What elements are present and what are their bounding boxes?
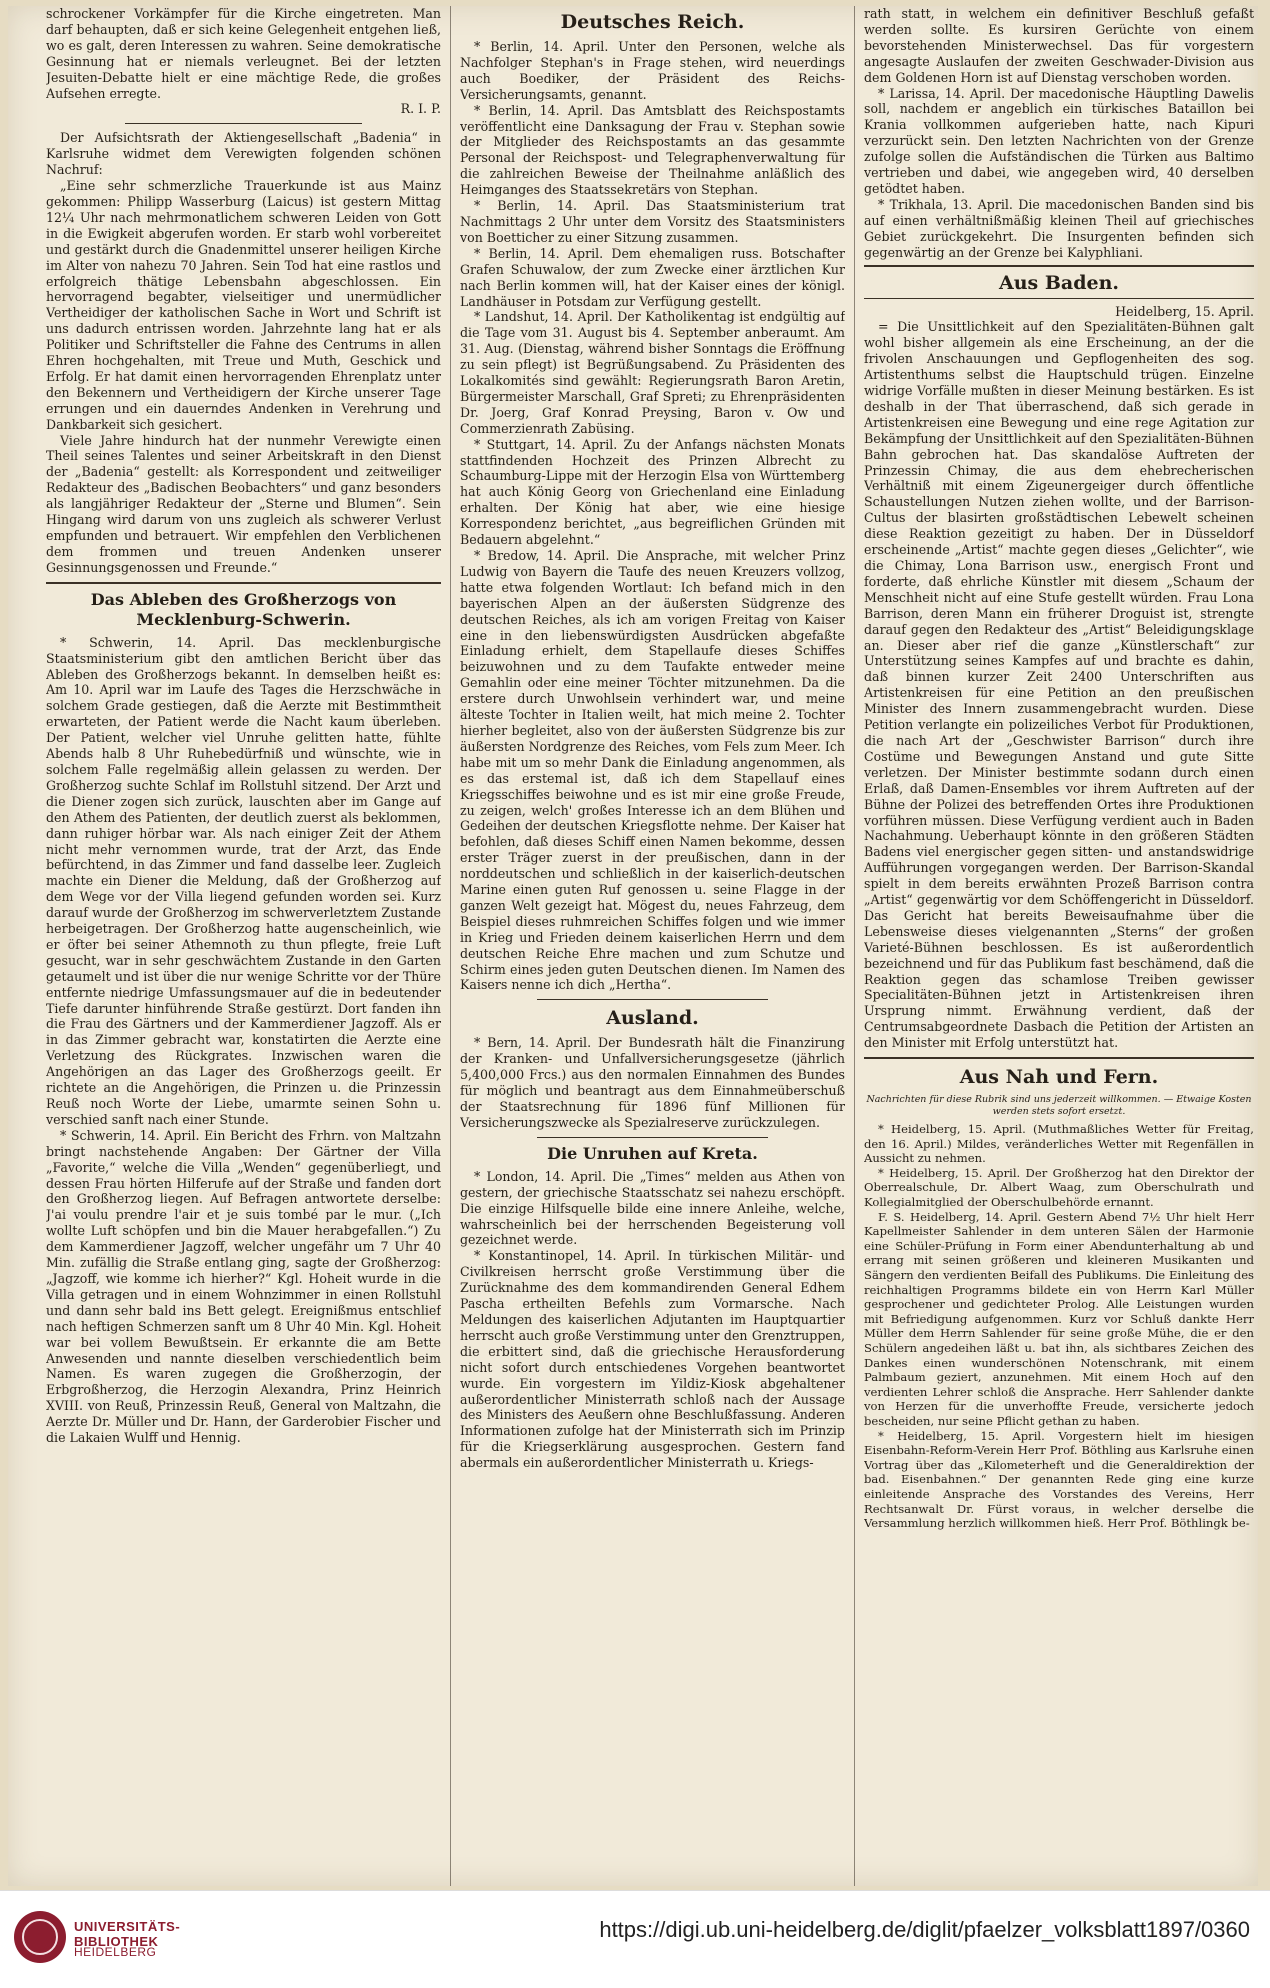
badenia-paragraph-2: „Eine sehr schmerzliche Trauerkunde ist aus Mainz gekommen: Philipp Wasserburg (Laicus) ist gestern Mittag 12¼ Uhr nach mehrmonatlichem schweren Leiden von Gott in die Ewigkeit abgerufen worden. Er starb wohl vorbereitet und gestärkt durch die Gnadenmittel unserer heiligen Kirche im Alter von nahezu 70 Jahren. Sein Tod hat eine rastlos und erfolgreich thätige Lebensbahn abgeschlossen. Ein hervorragend begabter, vielseitiger und unermüdlicher Vertheidiger der katholischen Sache in Wort und Schrift ist uns dadurch entrissen worden. Jahrzehnte lang hat er als Politiker und Schriftsteller die Fahne des Centrums in allen Ehren hochgehalten, mit Treue und Muth, Geschick und Erfolg. Er hat damit einen hervorragenden Ehrenplatz unter den Bekennern und Vertheidigern der Kirche unserer Tage errungen und ein dauerndes Andenken in Verehrung und Dankbarkeit sich gesichert.	[46, 178, 441, 432]
column-right	[864, 6, 1254, 1890]
obituary-signature: R. I. P.	[400, 101, 441, 117]
separator	[864, 1057, 1254, 1059]
library-footer	[0, 1890, 1270, 1988]
kreta-item-2: * Konstantinopel, 14. April. In türkischen Militär- und Civilkreisen herrscht große Verstimmung über die Zurücknahme des dem kommandirenden General Edhem Pascha ertheilten Befehls zum Vormarsche. Nach Meldungen des kaiserlichen Adjutanten im Hauptquartier herrscht auch große Verstimmung unter den Grenztruppen, die erbittert sind, daß die griechische Herausforderung nicht sofort durch entschiedenes Vorgehen beantwortet wurde. Ein vorgestern im Yildiz-Kiosk abgehaltener außerordentlicher Ministerrath schloß nach der Aussage des Ministers des Aeußern ohne Beschlußfassung. Anderen Informationen zufolge hat der Ministerrath sich im Prinzip für die Kriegserklärung ausgesprochen. Gestern fand abermals ein außerordentlicher Ministerrath u. Kriegs-	[460, 1248, 845, 1471]
lecture-item: * Heidelberg, 15. April. Vorgestern hielt im hiesigen Eisenbahn-Reform-Verein Herr Prof. Böthling aus Karlsruhe einen Vortrag über das „Kilometerheft und die Generaldirektion der bad. Eisenbahnen.“ Der genannten Rede ging eine kurze einleitende Ansprache des Vorstandes des Vereins, Herr Rechtsanwalt Dr. Fürst voraus, in welcher derselbe die Versammlung herzlich willkommen hieß. Herr Prof. Böthlingk be-	[864, 1428, 1254, 1531]
ausland-heading: Ausland.	[606, 1007, 699, 1030]
schwerin-report-2: * Schwerin, 14. April. Ein Bericht des Frhrn. von Maltzahn bringt nachstehende Angaben: Der Gärtner der Villa „Favorite,“ welche die Villa „Wenden“ gegenüberliegt, und dessen Frau hörten Hilferufe auf der Straße und fanden dort den Großherzog liegen. Auf Befragen antwortete derselbe: J'ai voulu prendre l'air et je suis tombé par le mur. („Ich wollte Luft schöpfen und bin die Mauer herabgefallen.“) Zu dem Kammerdiener Jagzoff, welcher ungefähr um 7 Uhr 40 Min. zufällig die Straße entlang ging, sagte der Großherzog: „Jagzoff, wie komme ich hierher?“ Kgl. Hoheit wurde in die Villa getragen und in einem Wohnzimmer in einen Rollstuhl und dann sehr bald ins Bett gelegt. Ereignißmus entschlief nach heftigen Schmerzen sanft um 8 Uhr 40 Min. Kgl. Hoheit war bei vollem Bewußtsein. Er erkannte die am Bette Anwesenden und nannte dieselben verschiedentlich beim Namen. Es waren zugegen die Großherzogin, der Erbgroßherzog, die Herzogin Alexandra, Prinz Heinrich XVIII. von Reuß, Prinzessin Reuß, General von Maltzahn, die Aerzte Dr. Müller und Dr. Hann, der Garderobier Fischer und die Lakaien Wulff und Hennig.	[46, 1127, 441, 1446]
larissa-item: * Larissa, 14. April. Der macedonische Häuptling Dawelis soll, nachdem er angeblich ein türkisches Bataillon bei Krania vollkommen aufgerieben hatte, nach Kipuri verzurückt sein. Den letzten Nachrichten von der Grenze zufolge sollen die Aufständischen die Türken aus Baltimo vertrieben und dabei, wie angegeben wird, 40 derselben getödtet haben.	[864, 85, 1254, 196]
kreta-heading: Die Unruhen auf Kreta.	[547, 1143, 758, 1163]
weather-item: * Heidelberg, 15. April. (Muthmaßliches Wetter für Freitag, den 16. April.) Mildes, veränderliches Wetter mit Regenfällen in Aussicht zu nehmen.	[864, 1122, 1254, 1166]
separator	[537, 1137, 768, 1138]
schwerin-report-1: * Schwerin, 14. April. Das mecklenburgische Staatsministerium gibt den amtlichen Bericht über das Ableben des Großherzogs bekannt. In demselben heißt es: Am 10. April war im Laufe des Tages die Herzschwäche in solchem Grade gestiegen, daß die Aerzte mit Bestimmtheit erwarteten, der Patient werde die Nacht kaum überleben. Der Patient, welcher viel Unruhe gelitten hatte, fühlte Abends halb 8 Uhr Ruhebedürfniß und wünschte, wie in solchem Falle regelmäßig allein gelassen zu werden. Der Großherzog suchte Schlaf im Rollstuhl sitzend. Der Arzt und die Diener zogen sich zurück, lauschten aber im Gange auf den Athem des Patienten, der deutlich zuerst als beklommen, dann ruhiger hörbar war. Als nach einiger Zeit der Athem nicht mehr vernommen wurde, trat der Arzt, das Ende befürchtend, in das Zimmer und fand dasselbe leer. Zugleich machte ein Diener die Meldung, daß der Großherzog auf dem Wege vor der Villa liegend gefunden worden sei. Kurz darauf wurde der Großherzog im schwerverletztem Zustande herbeigetragen. Der Großherzog hatte augenscheinlich, wie er öfter bei seiner Athemnoth zu thun pflegte, freie Luft gesucht, war in sehr geschwächtem Zustande in den Garten getaumelt und ist über die nur wenige Schritte vor der Thüre entfernte niedrige Umfassungsmauer auf die in bedeutender Tiefe darunter hinführende Straße gestürzt. Dort fanden ihn die Frau des Gärtners und der Kammerdiener Jagzoff. Als er in das Zimmer gebracht war, konstatirten die Aerzte eine Verletzung des Rückgrates. Inzwischen waren die Angehörigen an das Lager des Großherzogs geeilt. Er richtete an die Angehörigen, die Prinzen u. die Prinzessin Reuß noch Worte der Liebe, umarmte seinen Sohn u. verschied sanft nach einer Stunde.	[46, 634, 441, 1127]
reich-item-1: * Berlin, 14. April. Unter den Personen, welche als Nachfolger Stephan's in Frage stehen, wird neuerdings auch Boediker, der Präsident des Reichs-Versicherungsamts, genannt.	[460, 39, 845, 102]
separator	[125, 123, 362, 124]
logo-subtext: HEIDELBERG	[74, 1945, 157, 1959]
aus-nah-und-fern-heading: Aus Nah und Fern.	[959, 1066, 1159, 1089]
obituary-intro: schrockener Vorkämpfer für die Kirche eingetreten. Man darf behaupten, daß er sich keine Gelegenheit entgehen ließ, wo es galt, deren Interessen zu wahren. Seine demokratische Gesinnung hat er niemals verleugnet. Bei der letzten Jesuiten-Debatte hielt er eine mächtige Rede, die großes Aufsehen erregte.	[46, 6, 441, 101]
kreta-item-1: * London, 14. April. Die „Times“ melden aus Athen von gestern, der griechische Staatsschatz sei nahezu erschöpft. Die einzige Hilfsquelle bilde eine innere Anleihe, welche, wahrscheinlich bei der herrschenden Begeisterung voll gezeichnet werde.	[460, 1168, 845, 1248]
aus-baden-heading: Aus Baden.	[864, 265, 1254, 299]
column-left	[46, 6, 441, 1890]
logo-text: UNIVERSITÄTS- BIBLIOTHEK	[74, 1919, 181, 1949]
mecklenburg-heading: Das Ableben des Großherzogs von Mecklenburg-Schwerin.	[90, 589, 397, 629]
column-divider-1	[450, 6, 451, 1886]
reich-item-2: * Berlin, 14. April. Das Amtsblatt des Reichspostamts veröffentlicht eine Danksagung der Frau v. Stephan sowie der Mitglieder des Reichspostamts an das gesammte Personal der Reichspost- und Telegraphenverwaltung für die zahlreichen Beweise der Theilnahme anläßlich des Heimganges des Staatssekretärs von Stephan.	[460, 102, 845, 198]
column-middle	[460, 6, 845, 1890]
separator	[46, 582, 441, 584]
baden-dateline: Heidelberg, 15. April.	[1115, 303, 1254, 319]
badenia-paragraph-3: Viele Jahre hindurch hat der nunmehr Verewigte einen Theil seines Talentes und seiner Arbeitskraft in den Dienst der „Badenia“ gestellt: als Korrespondent und zeitweiliger Redakteur des „Badischen Beobachters“ und ganz besonders als langjähriger Redakteur der „Sterne und Blumen“. Sein Hingang wird darum von uns zugleich als schwerer Verlust empfunden und betrauert. Wir empfehlen den Verblichenen dem frommen und treuen Andenken unserer Gesinnungsgenossen und Freunde.“	[46, 432, 441, 575]
baden-article: = Die Unsittlichkeit auf den Spezialitäten-Bühnen galt wohl bisher allgemein als eine Erscheinung, an der die frivolen Anschauungen und Gepflogenheiten des sog. Artistenthums selbst die Hauptschuld trügen. Einzelne widrige Vorfälle mußten in dieser Meinung bestärken. Es ist deshalb in der That überraschend, daß sich gerade in Artistenkreisen eine Bewegung und eine rege Agitation zur Bekämpfung der Unsittlichkeit auf den Spezialitäten-Bühnen Bahn gebrochen hat. Das skandalöse Auftreten der Prinzessin Chimay, die aus dem ehebrecherischen Verhältniß mit einem Zigeunergeiger durch öffentliche Schaustellungen Nutzen ziehen wollte, und der Barrison-Cultus der blasirten großstädtischen Lebewelt scheinen diese Reaktion gezeitigt zu haben. Der in Düsseldorf erscheinende „Artist“ machte gegen dieses „Gelichter“, wie die Chimay, Lona Barrison usw., energisch Front und forderte, daß ehrliche Künstler mit diesem „Schaum der Menschheit nicht auf eine Stufe gestellt würden. Frau Lona Barrison, deren Mann ein früherer Droguist ist, strengte darauf gegen den Redakteur des „Artist“ Beleidigungsklage an. Dieser aber rief die ganze „Künstlerschaft“ zur Unterstützung seines Kampfes auf und brachte es dahin, daß binnen kurzer Zeit 2400 Unterschriften aus Artistenkreisen für eine Petition an den preußischen Minister des Innern zusammengebracht wurden. Diese Petition verlangte ein polizeiliches Verbot für Produktionen, die nach Art der „Geschwister Barrison“ durch ihre Costüme und Bewegungen Anstand und gute Sitte verletzen. Der Minister bestimmte sodann durch einen Erlaß, daß Damen-Ensembles vor ihrem Auftreten auf der Bühne der Polizei des betreffenden Ortes ihre Produktionen vorführen müssen. Diese Verfügung verdient auch in Baden Nachahmung. Ueberhaupt könnte in den größeren Städten Badens viel energischer gegen sitten- und anstandswidrige Aufführungen vorgegangen werden. Der Barrison-Skandal spielt in dem bereits erwähnten Prozeß Barrison contra „Artist“ gegenwärtig vor dem Schöffengericht in Düsseldorf. Das Gericht hat bereits Beweisaufnahme über die Lebensweise dieses vielgenannten „Sterns“ der großen Varieté-Bühnen beschlossen. Es ist außerordentlich bezeichnend und für das Publikum fast beschämend, daß die Reaktion gegen das schamlose Treiben gewisser Specialitäten-Bühnen jetzt in Artistenkreisen ihren Ursprung nimmt. Erwähnung verdient, daß der Centrumsabgeordnete Dasbach die Petition der Artisten an den Minister mit Erfolg unterstützt hat.	[864, 319, 1254, 1051]
newspaper-paper	[8, 6, 1258, 1886]
concert-item: F. S. Heidelberg, 14. April. Gestern Abend 7½ Uhr hielt Herr Kapellmeister Sahlender in dem unteren Sälen der Harmonie eine Schüler-Prüfung in Form einer Abendunterhaltung ab und errang mit seinen größeren und kleineren Musikanten und Sängern den verdienten Beifall des Publikums. Die Einleitung des reichhaltigen Programms bildete ein von Herrn Karl Müller gesprochener und gedichteter Prolog. Alle Leistungen wurden mit Befriedigung aufgenommen. Kurz vor Schluß dankte Herr Müller dem Herrn Sahlender für seine große Mühe, die er den Schülern angedeihen läßt u. bat ihn, als sichtbares Zeichen des Dankes einen wunderschönen Notenschrank, mit einem Palmbaum geziert, anzunehmen. Mit einem Hoch auf den verdienten Lehrer schloß die Ansprache. Herr Sahlender dankte von Herzen für die unverhoffte Freude, versicherte jedoch bescheiden, nur seine Pflicht gethan zu haben.	[864, 1209, 1254, 1428]
kreta-continuation: rath statt, in welchem ein definitiver Beschluß gefaßt werden sollte. Es kursiren Gerüchte von einem bevorstehenden Ministerwechsel. Das für vorgestern angesagte Auslaufen der zweiten Geschwader-Division aus dem Goldenen Horn ist auf Dienstag verschoben worden.	[864, 6, 1254, 85]
reich-item-4: * Berlin, 14. April. Dem ehemaligen russ. Botschafter Grafen Schuwalow, der zum Zwecke einer ärztlichen Kur nach Berlin kommen will, hat der Kaiser eines der königl. Landhäuser in Potsdam zur Verfügung gestellt.	[460, 245, 845, 309]
appointment-item: * Heidelberg, 15. April. Der Großherzog hat den Direktor der Oberrealschule, Dr. Albert Waag, zum Oberschulrath und Kollegialmitglied der Oberschulbehörde ernannt.	[864, 1165, 1254, 1210]
ausland-item-1: * Bern, 14. April. Der Bundesrath hält die Finanzirung der Kranken- und Unfallversicherungsgesetze (jährlich 5,400,000 Frcs.) aus den normalen Einnahmen des Bundes für möglich und beantragt aus dem Einnahmeüberschuß der Staatsrechnung für 1896 fünf Millionen für Versicherungszwecke als Spezialreserve zurückzulegen.	[460, 1035, 845, 1130]
reich-item-5: * Landshut, 14. April. Der Katholikentag ist endgültig auf die Tage vom 31. August bis 4. September anberaumt. Am 31. Aug. (Dienstag, während bisher Sonntags die Eröffnung zu sein pflegt) ist Begrüßungsabend. Zu Präsidenten des Lokalkomités sind gewählt: Regierungsrath Baron Aretin, Bürgermeister Marschall, Graf Spreti; zu Ehrenpräsidenten Dr. Joerg, Graf Konrad Preysing, Baron v. Ow und Commerzienrath Zabüsing.	[460, 309, 845, 436]
separator	[537, 999, 768, 1000]
trikhala-item: * Trikhala, 13. April. Die macedonischen Banden sind bis auf einen verhältnißmäßig kleinen Theil auf griechisches Gebiet zurückgekehrt. Die Insurgenten befinden sich gegenwärtig an der Grenze bei Kalyphliani.	[864, 196, 1254, 260]
deutsches-reich-heading: Deutsches Reich.	[560, 11, 745, 33]
column-divider-2	[854, 6, 855, 1886]
source-url-link[interactable]: https://digi.ub.uni-heidelberg.de/diglit/pfaelzer_volksblatt1897/0360	[599, 1917, 1250, 1942]
reich-item-3: * Berlin, 14. April. Das Staatsministerium trat Nachmittags 2 Uhr unter dem Vorsitz des Staatsministers von Boetticher zu einer Sitzung zusammen.	[460, 198, 845, 245]
rubric-note: Nachrichten für diese Rubrik sind uns jederzeit willkommen. — Etwaige Kosten werden stets sofort ersetzt.	[866, 1094, 1252, 1118]
university-library-logo[interactable]	[14, 1911, 181, 1967]
reich-item-7: * Bredow, 14. April. Die Ansprache, mit welcher Prinz Ludwig von Bayern die Taufe des neuen Kreuzers vollzog, hatte etwa folgenden Wortlaut: Ich befand mich in den bayerischen Alpen an der äußersten Südgrenze des deutschen Reiches, als ich am vorigen Freitag von Kaiser eine in den liebenswürdigsten Ausdrücken abgefaßte Einladung erhielt, dem Stapellaufe dieses Schiffes beizuwohnen und zu dem Taufakte entweder meine Gemahlin oder eine meiner Töchter mitzunehmen. Da die erstere durch Unwohlsein verhindert war, und meine älteste Tochter in Italien weilt, hat mich meine 2. Tochter hierher begleitet, also von der äußersten Südgrenze bis zur äußersten Nordgrenze des Reiches, vom Fels zum Meer. Ich habe mit um so mehr Dank die Einladung angenommen, als es das erstemal ist, daß ich dem Stapellauf eines Kriegsschiffes beiwohne und es ist mir eine große Freude, zu zeigen, welch' großes Interesse ich an dem Blühen und Gedeihen der deutschen Kriegsflotte nehme. Der Kaiser hat befohlen, daß dieses Schiff einen Namen bekomme, dessen erster Träger zuerst in der preußischen, dann in der norddeutschen und schließlich in der kaiserlich-deutschen Marine einen guten Ruf genossen u. seine Flagge in der ganzen Welt gezeigt hat. Mögest du, neues Fahrzeug, dem Beispiel dieses ruhmreichen Schiffes folgen und wie immer in Krieg und Frieden deinem kaiserlichen Herrn und dem deutschen Reiche Ehre machen und zum Schutze und Schirm eines jeden guten Deutschen dienen. Im Namen des Kaisers nenne ich dich „Hertha“.	[460, 548, 845, 993]
reich-item-6: * Stuttgart, 14. April. Zu der Anfangs nächsten Monats stattfindenden Hochzeit des Prinzen Albrecht zu Schaumburg-Lippe mit der Herzogin Elsa von Württemberg hat auch König Georg von Griechenland eine Einladung erhalten. Der König hat aber, wie eine hiesige Korrespondenz berichtet, „aus begreiflichen Gründen mit Bedauern abgelehnt.“	[460, 436, 845, 548]
badenia-paragraph-1: Der Aufsichtsrath der Aktiengesellschaft „Badenia“ in Karlsruhe widmet dem Verewigten folgenden schönen Nachruf:	[46, 130, 441, 178]
university-seal-icon	[14, 1911, 66, 1963]
